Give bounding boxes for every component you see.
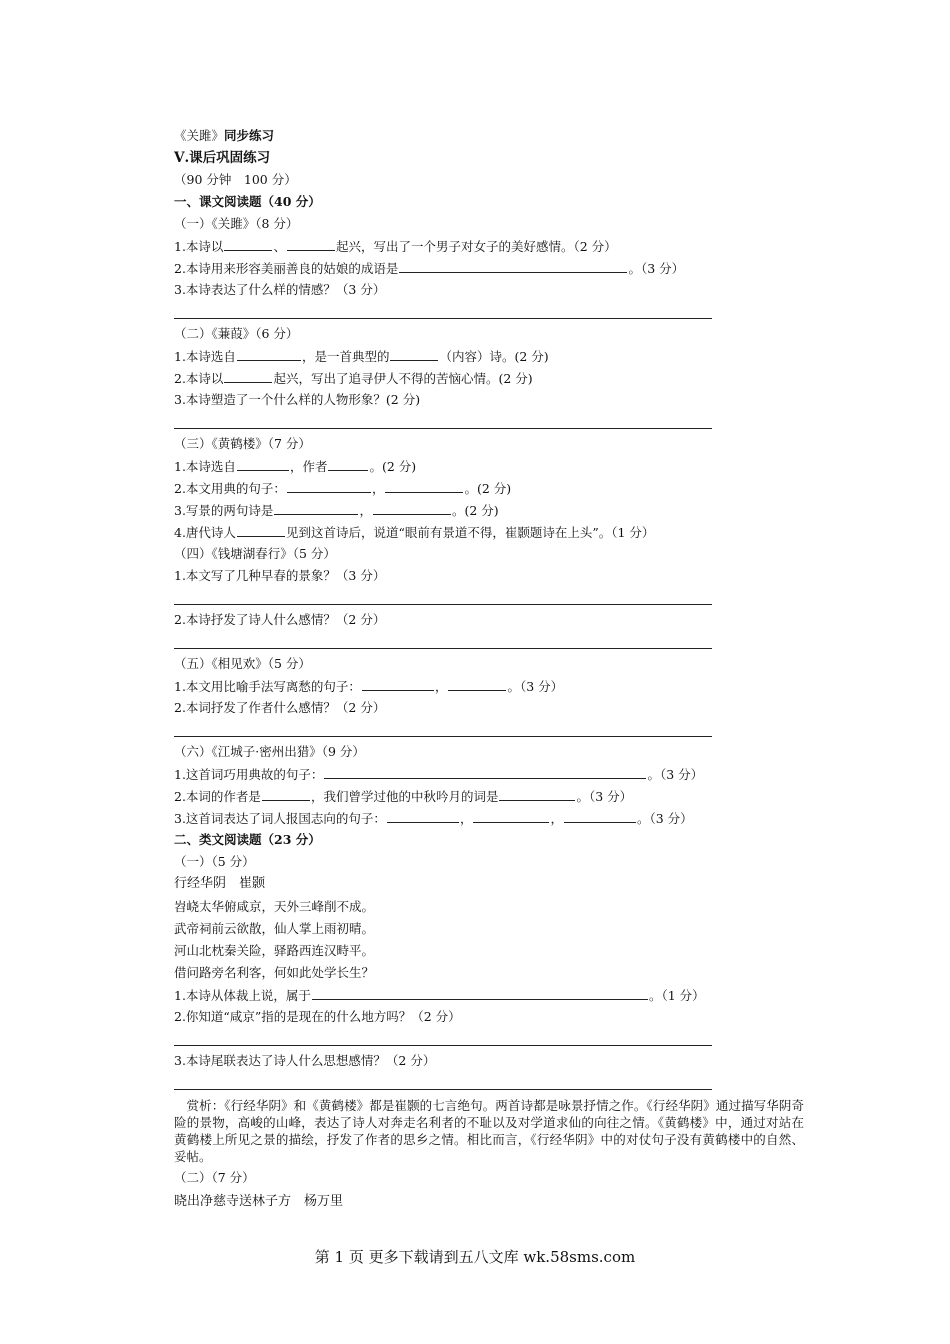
answer-blank[interactable] xyxy=(328,458,368,471)
question: 1.本诗从体裁上说，属于 。（1 分） xyxy=(174,988,705,1003)
answer-line[interactable] xyxy=(174,1045,712,1046)
question: 3.本诗表达了什么样的情感？（3 分） xyxy=(174,282,386,297)
answer-blank[interactable] xyxy=(399,260,627,273)
title-rest: 同步练习 xyxy=(224,128,275,143)
answer-line[interactable] xyxy=(174,1089,712,1090)
answer-blank[interactable] xyxy=(373,502,451,515)
question: 2.你知道“咸京”指的是现在的什么地方吗？（2 分） xyxy=(174,1009,461,1024)
question: 1.这首词巧用典故的句子： 。（3 分） xyxy=(174,767,704,782)
title-quote: 《关雎》 xyxy=(174,128,225,143)
group-heading: （四）《钱塘湖春行》（5 分） xyxy=(174,546,336,561)
group-heading: （六）《江城子·密州出猎》（9 分） xyxy=(174,744,365,759)
poem-title: 晓出净慈寺送林子方 杨万里 xyxy=(174,1194,344,1209)
question: 2.本诗以 起兴，写出了追寻伊人不得的苦恼心情。(2 分) xyxy=(174,371,533,386)
document-title xyxy=(174,128,274,144)
answer-blank[interactable] xyxy=(237,524,285,537)
group-heading: （二）《蒹葭》（6 分） xyxy=(174,326,299,341)
question: 1.本诗选自 ，作者 。(2 分) xyxy=(174,459,417,474)
answer-blank[interactable] xyxy=(473,810,549,823)
appreciation-paragraph: 赏析：《行经华阴》和《黄鹤楼》都是崔颢的七言绝句。两首诗都是咏景抒情之作。《行经华阴》通过描写华阴奇险的景物，高峻的山峰，表达了诗人对奔走名利者的不耻以及对学道求仙的向往之情。《黄鹤楼》中，通过对站在黄鹤楼上所见之景的描绘，抒发了作者的思乡之情。相比而言，《行经华阴》中的对仗句子没有黄鹤楼中的自然、妥帖。 xyxy=(174,1098,804,1164)
group-heading: （一）（5 分） xyxy=(174,854,255,869)
answer-blank[interactable] xyxy=(262,788,310,801)
answer-blank[interactable] xyxy=(237,348,301,361)
question: 2.本诗抒发了诗人什么感情？（2 分） xyxy=(174,612,386,627)
answer-blank[interactable] xyxy=(224,370,272,383)
question: 2.本词抒发了作者什么感情？（2 分） xyxy=(174,700,386,715)
answer-line[interactable] xyxy=(174,648,712,649)
section-heading: Ⅴ.课后巩固练习 xyxy=(174,150,271,166)
question: 1.本文用比喻手法写离愁的句子： ， 。（3 分） xyxy=(174,679,564,694)
question: 3.本诗尾联表达了诗人什么思想感情？（2 分） xyxy=(174,1053,436,1068)
question: 1.本诗以 、 起兴，写出了一个男子对女子的美好感情。（2 分） xyxy=(174,239,617,254)
poem-line: 岧峣太华俯咸京，天外三峰削不成。 xyxy=(174,899,375,914)
question: 2.本诗用来形容美丽善良的姑娘的成语是 。（3 分） xyxy=(174,261,685,276)
question: 4.唐代诗人 见到这首诗后，说道“眼前有景道不得，崔颢题诗在上头”。（1 分） xyxy=(174,525,655,540)
question: 2.本文用典的句子： ， 。(2 分) xyxy=(174,481,512,496)
answer-blank[interactable] xyxy=(287,480,371,493)
group-heading: （二）（7 分） xyxy=(174,1170,255,1185)
answer-blank[interactable] xyxy=(274,502,358,515)
group-heading: （三）《黄鹤楼》（7 分） xyxy=(174,436,311,451)
question: 1.本文写了几种早春的景象？（3 分） xyxy=(174,568,386,583)
poem-line: 借问路旁名利客，何如此处学长生？ xyxy=(174,965,375,980)
question: 1.本诗选自 ，是一首典型的 （内容）诗。(2 分) xyxy=(174,349,549,364)
group-heading: （一）《关雎》（8 分） xyxy=(174,216,299,231)
answer-blank[interactable] xyxy=(564,810,636,823)
answer-blank[interactable] xyxy=(387,810,459,823)
part1-heading: 一、课文阅读题（40 分） xyxy=(174,194,321,209)
answer-line[interactable] xyxy=(174,318,712,319)
answer-blank[interactable] xyxy=(324,766,646,779)
poem-line: 河山北枕秦关险，驿路西连汉畤平。 xyxy=(174,943,375,958)
answer-blank[interactable] xyxy=(390,348,438,361)
answer-blank[interactable] xyxy=(499,788,575,801)
answer-line[interactable] xyxy=(174,604,712,605)
answer-line[interactable] xyxy=(174,428,712,429)
answer-blank[interactable] xyxy=(312,987,648,1000)
time-score: （90 分钟 100 分） xyxy=(174,172,297,187)
question: 2.本词的作者是 ，我们曾学过他的中秋吟月的词是 。（3 分） xyxy=(174,789,633,804)
answer-blank[interactable] xyxy=(448,678,506,691)
answer-blank[interactable] xyxy=(385,480,463,493)
poem-line: 武帝祠前云欲散，仙人掌上雨初晴。 xyxy=(174,921,375,936)
group-heading: （五）《相见欢》（5 分） xyxy=(174,656,311,671)
answer-line[interactable] xyxy=(174,736,712,737)
question: 3.写景的两句诗是 ， 。(2 分) xyxy=(174,503,499,518)
question: 3.这首词表达了词人报国志向的句子： ， ， 。（3 分） xyxy=(174,811,693,826)
answer-blank[interactable] xyxy=(224,238,272,251)
poem-title: 行经华阴 崔颢 xyxy=(174,876,266,891)
question: 3.本诗塑造了一个什么样的人物形象？(2 分) xyxy=(174,392,421,407)
page-footer: 第 1 页 更多下载请到五八文库 wk.58sms.com xyxy=(314,1248,636,1266)
answer-blank[interactable] xyxy=(237,458,289,471)
answer-blank[interactable] xyxy=(362,678,434,691)
answer-blank[interactable] xyxy=(287,238,335,251)
part2-heading: 二、类文阅读题（23 分） xyxy=(174,832,321,847)
